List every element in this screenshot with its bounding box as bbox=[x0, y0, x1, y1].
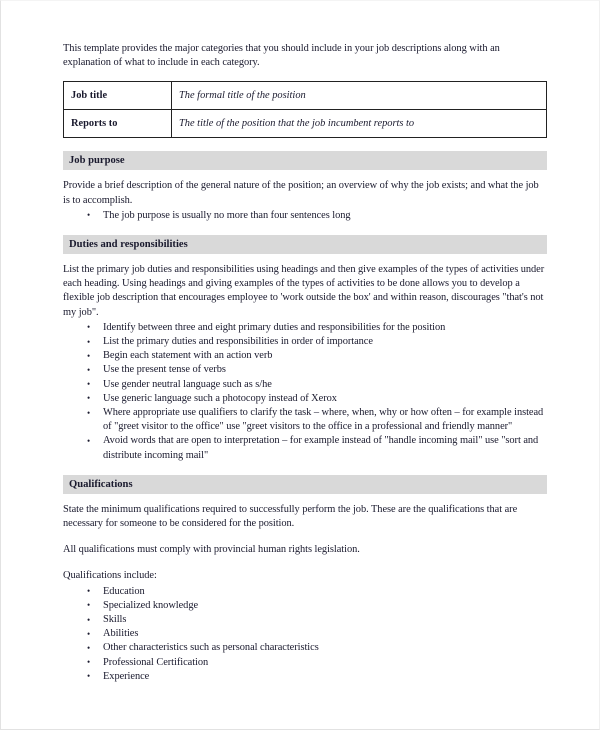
list-item: • Use gender neutral language such as s/he bbox=[63, 378, 547, 392]
list-item: • Specialized knowledge bbox=[63, 599, 547, 613]
list-item: • Avoid words that are open to interpretation – for example instead of "handle incoming mail" use "sort and distribute incoming mail" bbox=[63, 434, 547, 462]
table-cell-label: Reports to bbox=[64, 110, 172, 138]
list-item: • Use the present tense of verbs bbox=[63, 363, 547, 377]
list-item: • The job purpose is usually no more than four sentences long bbox=[63, 209, 547, 223]
document-content bbox=[63, 42, 547, 694]
section-heading-qualifications: Qualifications bbox=[63, 475, 547, 494]
bullet-list-qualifications bbox=[63, 585, 547, 684]
section-heading-job-purpose: Job purpose bbox=[63, 151, 547, 170]
section-paragraph-job-purpose: Provide a brief description of the general nature of the position; an overview of why the job exists; and what the job is to accomplish. bbox=[63, 180, 539, 206]
list-item: • Education bbox=[63, 585, 547, 599]
list-item: • Skills bbox=[63, 613, 547, 627]
table-cell-value: The title of the position that the job incumbent reports to bbox=[172, 110, 547, 138]
list-item: • List the primary duties and responsibilities in order of importance bbox=[63, 335, 547, 349]
list-item: • Use generic language such a photocopy instead of Xerox bbox=[63, 392, 547, 406]
job-info-table bbox=[63, 81, 547, 138]
bullet-list-duties bbox=[63, 321, 547, 463]
section-heading-duties: Duties and responsibilities bbox=[63, 235, 547, 254]
table-row bbox=[64, 110, 547, 138]
list-item: • Professional Certification bbox=[63, 656, 547, 670]
list-item: • Other characteristics such as personal characteristics bbox=[63, 641, 547, 655]
list-item: • Where appropriate use qualifiers to clarify the task – where, when, why or how often – for example instead of "greet visitor to the office" use "greet visitors to the office in a professional and friendly manner" bbox=[63, 406, 547, 434]
intro-paragraph: This template provides the major categories that you should include in your job descriptions along with an explanation of what to include in each category. bbox=[63, 43, 500, 69]
table-row bbox=[64, 82, 547, 110]
bullet-list-job-purpose bbox=[63, 209, 547, 223]
table-cell-value: The formal title of the position bbox=[172, 82, 547, 110]
list-item: • Begin each statement with an action verb bbox=[63, 349, 547, 363]
table-cell-label: Job title bbox=[64, 82, 172, 110]
list-item: • Identify between three and eight primary duties and responsibilities for the position bbox=[63, 321, 547, 335]
section-paragraph-qualifications-2: All qualifications must comply with provincial human rights legislation. bbox=[63, 544, 360, 556]
qualifications-list-intro: Qualifications include: bbox=[63, 570, 157, 582]
section-paragraph-qualifications: State the minimum qualifications required to successfully perform the job. These are the qualifications that are necessary for someone to be considered for the position. bbox=[63, 503, 518, 530]
section-paragraph-duties: List the primary job duties and responsibilities using headings and then give examples of the types of activities under each heading. Using headings and giving examples of the types of activities to be done allows you to develop a flexible job description that encourages employee to 'work outside the box' and within reason, discourages "that's not my job". bbox=[63, 264, 545, 318]
list-item: • Abilities bbox=[63, 627, 547, 641]
list-item: • Experience bbox=[63, 670, 547, 684]
